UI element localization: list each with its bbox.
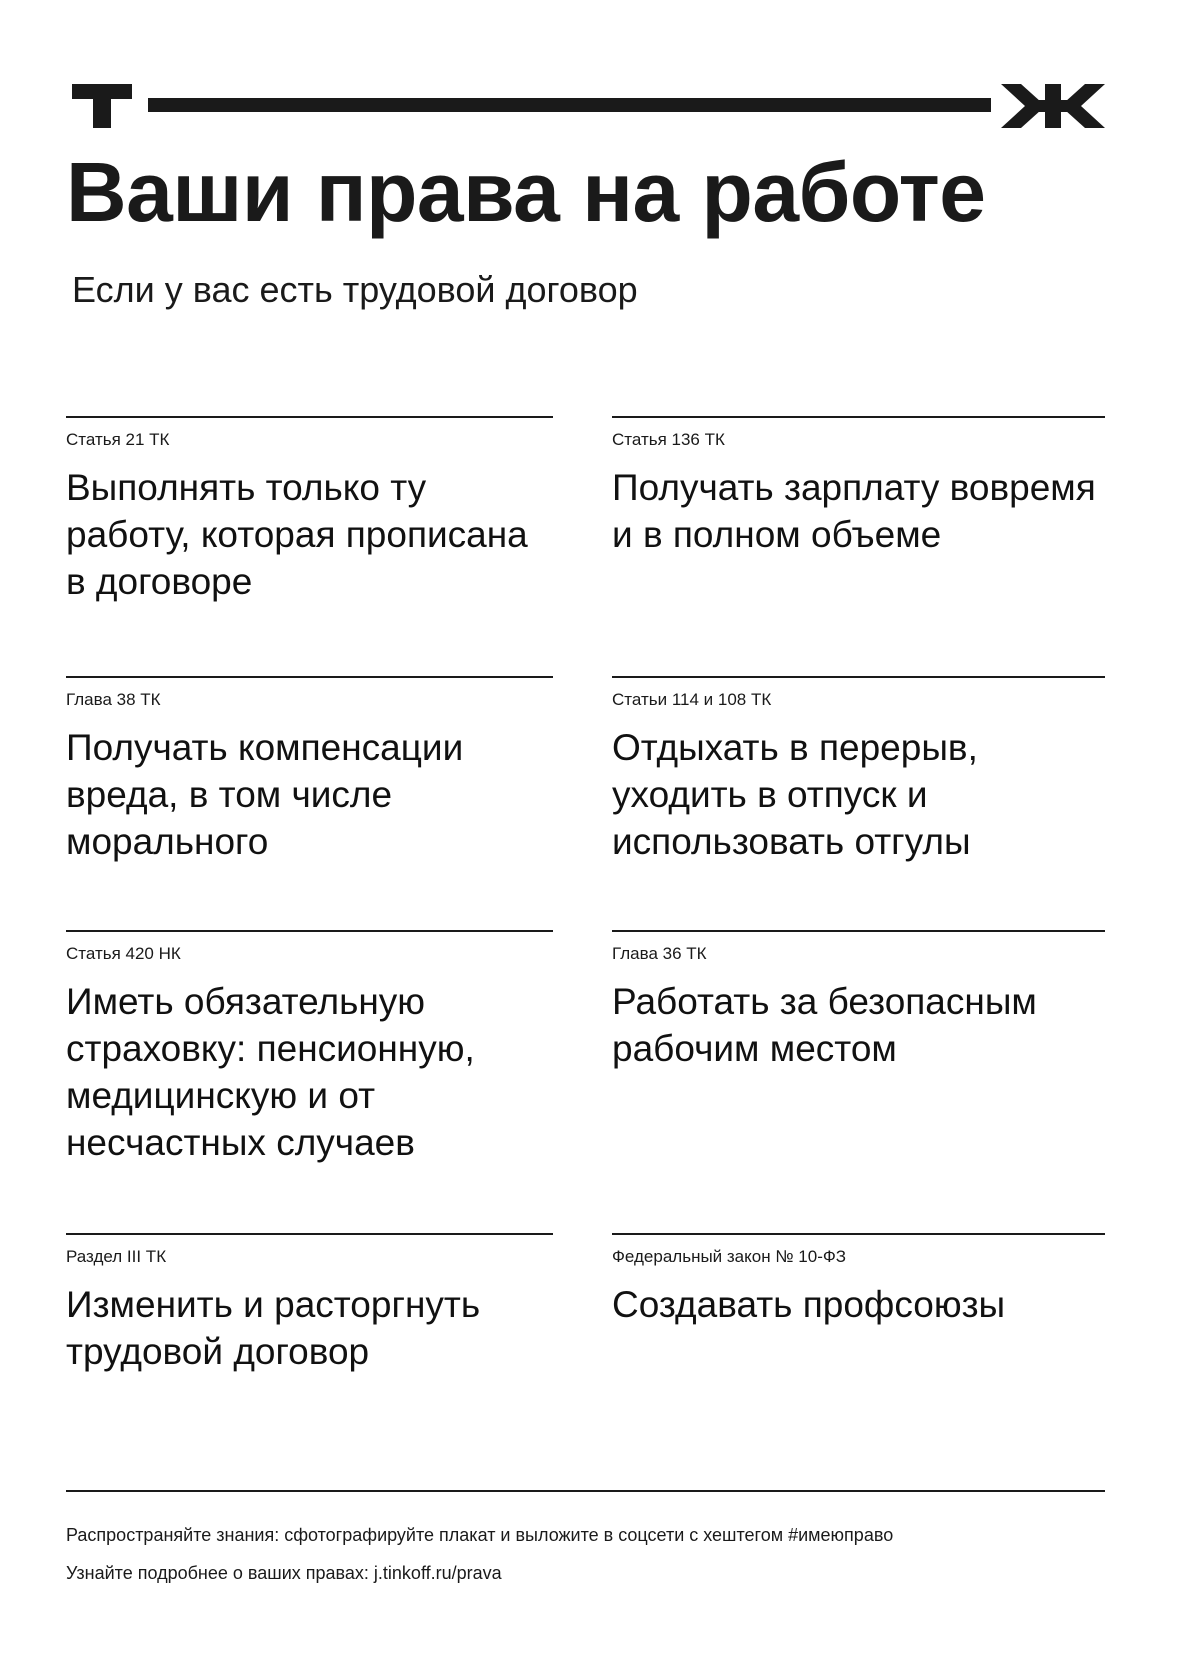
right-card	[66, 676, 553, 865]
right-text: Получать зарплату вовремя и в полном объеме	[612, 467, 1096, 556]
right-card	[612, 930, 1105, 1072]
footer-share-text: Распространяйте знания: сфотографируйте плакат и выложите в соцсети с хештегом #имеюправо	[66, 1525, 894, 1545]
right-card	[612, 676, 1105, 865]
right-law-reference: Статья 136 ТК	[612, 430, 725, 449]
right-text: Отдыхать в перерыв, уходить в отпуск и использовать отгулы	[612, 727, 978, 863]
right-law-reference: Статьи 114 и 108 ТК	[612, 690, 772, 709]
right-text: Создавать профсоюзы	[612, 1284, 1006, 1326]
logo	[72, 84, 1105, 128]
footer-divider	[66, 1490, 1105, 1492]
logo-letter-t	[72, 84, 132, 128]
right-card	[66, 1233, 553, 1375]
right-law-reference: Статья 420 НК	[66, 944, 181, 963]
right-text: Изменить и расторгнуть трудовой договор	[66, 1284, 481, 1373]
page-subtitle: Если у вас есть трудовой договор	[72, 269, 638, 310]
right-text: Получать компенсации вреда, в том числе морального	[66, 727, 464, 863]
right-text: Иметь обязательную страховку: пенсионную, медицинскую и от несчастных случаев	[66, 981, 475, 1164]
logo-letter-zh	[1001, 84, 1105, 128]
right-law-reference: Раздел III ТК	[66, 1247, 167, 1266]
right-text: Работать за безопасным рабочим местом	[612, 981, 1037, 1070]
right-law-reference: Глава 38 ТК	[66, 690, 161, 709]
right-law-reference: Статья 21 ТК	[66, 430, 170, 449]
page-title: Ваши права на работе	[66, 145, 986, 239]
right-card	[66, 416, 553, 605]
right-law-reference: Глава 36 ТК	[612, 944, 707, 963]
right-card	[66, 930, 553, 1166]
right-card	[612, 416, 1105, 558]
right-law-reference: Федеральный закон № 10-ФЗ	[612, 1247, 847, 1266]
logo-bar	[148, 98, 991, 112]
right-text: Выполнять только ту работу, которая прописана в договоре	[66, 467, 528, 603]
footer-more-info: Узнайте подробнее о ваших правах: j.tinkoff.ru/prava	[66, 1563, 502, 1583]
right-card	[612, 1233, 1105, 1328]
